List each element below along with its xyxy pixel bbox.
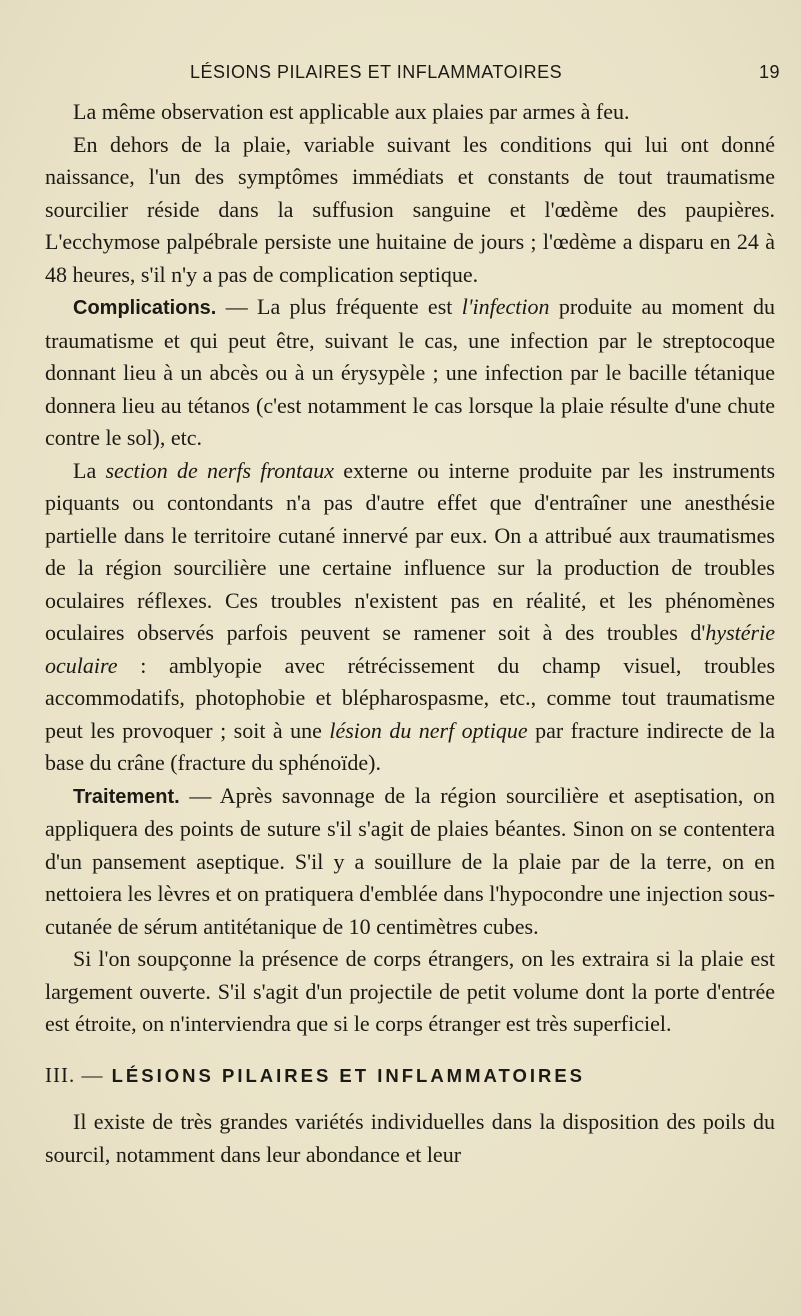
nerfs-italic-3: lésion du nerf optique: [329, 717, 528, 743]
nerfs-text-end: par fracture indirecte de la base du crâne (fracture du sphénoïde).: [45, 717, 776, 775]
paragraph-corps-etrangers: Si l'on soupçonne la présence de corps étrangers, on les extraira si la plaie est largement ouverte. S'il s'agit d'un projectile de petit volume dont la porte d'entrée est étroite, on n'interviendra que si le corps étranger est très superficiel.: [45, 946, 775, 1036]
complications-heading: Complications.: [73, 297, 217, 319]
complications-text-b: produite au moment du traumatisme et qui peut être, suivant le cas, une infection par le streptocoque donnant lieu à un abcès ou à un érysypèle ; une infection par le bacille tétanique donnera lieu au tétanos (c'est notamment le cas lorsque la plaie résulte d'une chute contre le sol), etc.: [45, 294, 775, 450]
section-title: LÉSIONS PILAIRES ET INFLAMMATOIRES: [111, 1064, 586, 1086]
complications-italic: l'infection: [461, 294, 550, 319]
nerfs-italic-2: hystérie oculaire: [45, 620, 775, 678]
paragraph-complications: [45, 291, 775, 455]
complications-text-a: — La plus fréquente est: [216, 294, 462, 319]
paragraph-section-intro: Il existe de très grandes variétés individuelles dans la disposition des poils du sourcil, notamment dans leur abondance et leur: [45, 1109, 775, 1167]
traitement-heading: Traitement.: [73, 785, 180, 808]
nerfs-text-mid2: : amblyopie avec rétrécissement du champ visuel, troubles accommodatifs, photophobie et blépharospasme, etc., comme tout traumatisme peut les provoquer ; soit à une: [45, 652, 775, 743]
nerfs-text-start: La: [73, 457, 106, 483]
page-number: 19: [758, 62, 780, 82]
running-header: [190, 62, 780, 92]
paragraph-nerfs: [45, 455, 775, 780]
traitement-text: — Après savonnage de la région sourcilière et aseptisation, on appliquera des points de suture s'il s'agit de plaies béantes. Sinon on se contentera d'un pansement aseptique. S'il y a souillure de la plaie par de la terre, on en nettoiera les lèvres et on pratiquera d'emblée dans l'hypocondre une injection sous-cutanée de sérum antitétanique de 10 centimètres cubes.: [45, 782, 775, 939]
body-text: [45, 96, 775, 1171]
nerfs-italic-1: section de nerfs frontaux: [105, 457, 334, 483]
paragraph-traitement: [45, 780, 775, 944]
running-title: LÉSIONS PILAIRES ET INFLAMMATOIRES: [190, 62, 563, 82]
paragraph-1: La même observation est applicable aux plaies par armes à feu.: [73, 99, 630, 124]
paragraph-2: En dehors de la plaie, variable suivant les conditions qui lui ont donné naissance, l'un des symptômes immédiats et constants de tout traumatisme sourcilier réside dans la suffusion sanguine et l'œdème des paupières. L'ecchymose palpébrale persiste une huitaine de jours ; l'œdème a disparu en 24 à 48 heures, s'il n'y a pas de complication septique.: [45, 131, 775, 287]
nerfs-text-mid1: externe ou interne produite par les instruments piquants ou contondants n'a pas d'autre effet que d'entraîner une anesthésie partielle dans le territoire cutané innervé par eux. On a attribué aux traumatismes de la région sourcilière une certaine influence sur la production de troubles oculaires réflexes. Ces troubles n'existent pas en réalité, et les phénomènes oculaires observés parfois peuvent se ramener soit à des troubles d': [45, 457, 776, 645]
section-heading: [45, 1059, 775, 1093]
section-number: III. —: [45, 1062, 104, 1087]
